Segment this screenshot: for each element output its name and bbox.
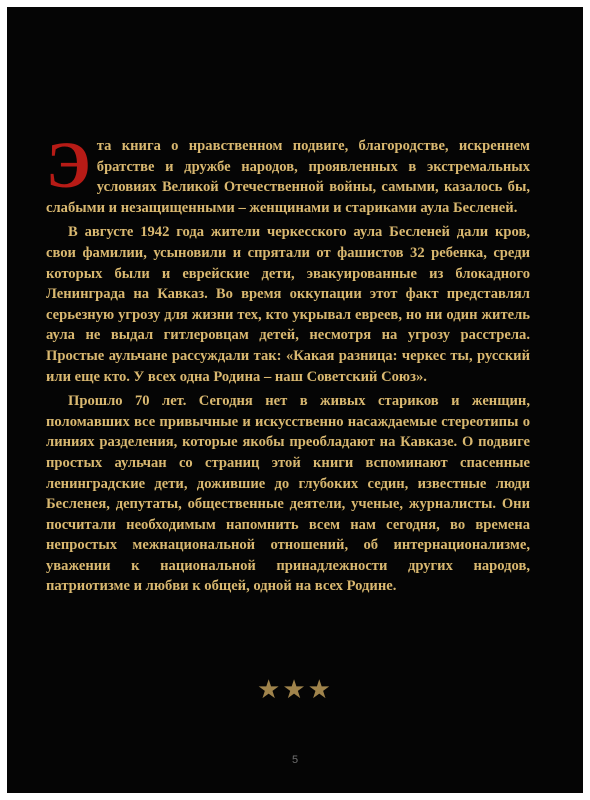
book-page — [7, 7, 583, 793]
drop-cap: Э — [46, 129, 91, 202]
three-stars-icon: ★★★ — [257, 675, 333, 705]
paragraph-1 — [46, 129, 530, 218]
paragraph-2: В августе 1942 года жители черкесского аула Бесленей дали кров, свои фамилии, усыновили и спрятали от фашистов 32 ребенка, среди которых были и еврейские дети, эвакуированные из блокадного Ленинграда на Кавказ. Во время оккупации этот факт представлял серьезную угрозу для жизни тех, кто укрывал евреев, но ни один житель аула не выдал гитлеровцам детей, несмотря на угрозу расстрела. Простые аульчане рассуждали так: «Какая разница: черкес ты, русский или еще кто. У всех одна Родина – наш Советский Союз». — [46, 224, 530, 385]
page-number: 5 — [291, 754, 299, 766]
article-body — [46, 129, 530, 601]
paragraph-3: Прошло 70 лет. Сегодня нет в живых стариков и женщин, поломавших все привычные и искусственно насаждаемые стереотипы о линиях разделения, которые якобы преобладают на Кавказе. О подвиге простых аульчан со страниц этой книги вспоминают спасенные ленинградские дети, дожившие до глубоких седин, известные люди Бесленея, депутаты, общественные деятели, ученые, журналисты. Они посчитали необходимым напомнить всем нам сегодня, во времена непростых межнациональной отношений, об интернационализме, уважении к национальной принадлежности других народов, патриотизме и любви к общей, одной на всех Родине. — [46, 393, 530, 595]
paragraph-1-text: та книга о нравственном подвиге, благородстве, искреннем братстве и дружбе народов, проявленных в экстремальных условиях Великой Отечественной войны, самыми, казалось бы, слабыми и незащищенными – женщинами и стариками аула Бесленей. — [46, 138, 530, 216]
